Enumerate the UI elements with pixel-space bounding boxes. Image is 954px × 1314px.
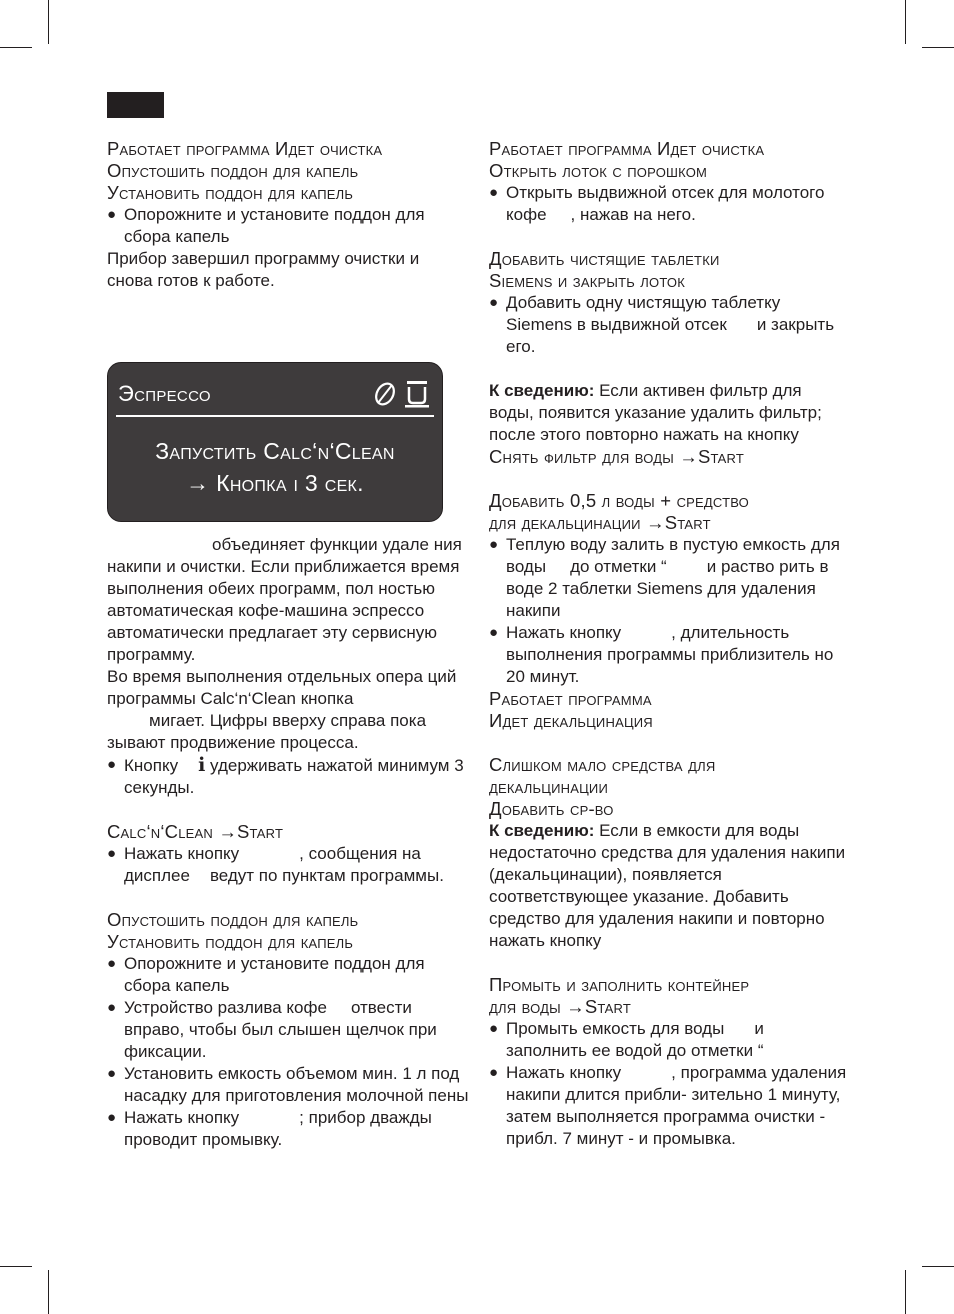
display-icons <box>372 379 430 409</box>
bullet-item: ● Нажать кнопку , длительность выполнения программы приблизитель но 20 минут. <box>489 622 849 688</box>
heading: Добавить 0,5 л воды + средство <box>489 490 749 511</box>
crop-mark <box>0 47 32 48</box>
right-column <box>489 138 849 1150</box>
machine-display <box>107 362 443 522</box>
note-label: К сведению: <box>489 381 595 400</box>
crop-mark <box>905 0 906 44</box>
note-label: К сведению: <box>489 821 595 840</box>
display-title: Эспрессо <box>118 381 211 406</box>
bullet-item: ● Устройство разлива кофе отвести вправо, чтобы был слышен щелчок при фиксации. <box>107 997 469 1063</box>
heading: Установить поддон для капель <box>107 182 354 203</box>
calc-clean-icon <box>372 381 398 407</box>
heading: Открыть лоток с порошком <box>489 160 708 181</box>
bullet-item: ● Теплую воду залить в пустую емкость для воды до отметки “ и раство рить в воде 2 таблетки Siemens для удаления накипи <box>489 534 849 622</box>
heading: для декальцинации →Start <box>489 512 711 533</box>
bullet-item: ● Открыть выдвижной отсек для молотого кофе , нажав на него. <box>489 182 849 226</box>
heading: Calc‘n‘Clean →Start <box>107 821 284 842</box>
left-column <box>107 138 469 1151</box>
crop-mark <box>922 1266 954 1267</box>
bullet-item: ● Установить емкость объемом мин. 1 л под насадку для приготовления молочной пены <box>107 1063 469 1107</box>
paragraph: Прибор завершил программу очистки и снова готов к работе. <box>107 249 420 290</box>
bullet-item: ● Кнопку i удерживать нажатой минимум 3 секунды. <box>107 754 469 799</box>
display-divider <box>116 415 434 417</box>
heading: Промыть и заполнить контейнер <box>489 974 750 995</box>
heading: Идет декальцинация <box>489 710 653 731</box>
paragraph: объединяет функции удале ния накипи и очистки. Если приближается время выполнения обеих программ, пол ностью автоматическая кофе-машина эспрессо автоматически предлагает эту сервисную программу. <box>107 535 462 664</box>
info-symbol: i <box>198 754 206 776</box>
display-message <box>108 435 442 499</box>
bullet-item: ● Нажать кнопку , программа удаления накипи длится прибли- зительно 1 минуту, затем выполняется программа очистки - прибл. 7 минут - и промывка. <box>489 1062 849 1150</box>
heading: Работает программа Идет очистка <box>489 138 765 159</box>
heading: Опустошить поддон для капель <box>107 909 359 930</box>
heading: Работает программа Идет очистка <box>107 138 383 159</box>
cup-icon <box>404 379 430 409</box>
bullet-item: ● Добавить одну чистящую таблетку Siemens в выдвижной отсек и закрыть его. <box>489 292 849 358</box>
heading: Опустошить поддон для капель <box>107 160 359 181</box>
crop-mark <box>905 1270 906 1314</box>
heading: Установить поддон для капель <box>107 931 354 952</box>
heading: декальцинации <box>489 776 608 797</box>
heading: для воды →Start <box>489 996 631 1017</box>
language-tab <box>107 92 164 118</box>
heading: Добавить ср-во <box>489 798 614 819</box>
heading: Добавить чистящие таблетки <box>489 248 720 269</box>
crop-mark <box>48 0 49 44</box>
bullet-item: ● Нажать кнопку ; прибор дважды проводит промывку. <box>107 1107 469 1151</box>
note: К сведению: Если в емкости для воды недостаточно средства для удаления накипи (декальцинации), появляется соответствующее указание. Добавить средство для удаления накипи и повторно нажать кнопку <box>489 821 846 950</box>
display-line: → Кнопка i 3 сек. <box>186 470 364 496</box>
heading: Снять фильтр для воды →Start <box>489 446 745 467</box>
bullet-item: ● Опорожните и установите поддон для сбора капель <box>107 204 469 248</box>
crop-mark <box>922 47 954 48</box>
heading: Слишком мало средства для <box>489 754 716 775</box>
heading: Siemens и закрыть лоток <box>489 270 685 291</box>
display-line: Запустить Calc‘n‘Clean <box>155 438 395 464</box>
bullet-item: ● Промыть емкость для воды и заполнить ее водой до отметки “ <box>489 1018 849 1062</box>
crop-mark <box>48 1270 49 1314</box>
note: К сведению: Если активен фильтр для воды, появится указание удалить фильтр; после этого повторно нажать на кнопку <box>489 381 822 444</box>
crop-mark <box>0 1266 32 1267</box>
heading: Работает программа <box>489 688 652 709</box>
bullet-item: ● Нажать кнопку , сообщения на дисплее ведут по пунктам программы. <box>107 843 469 887</box>
bullet-item: ● Опорожните и установите поддон для сбора капель <box>107 953 469 997</box>
paragraph: Во время выполнения отдельных опера ций программы Calc‘n‘Clean кнопка мигает. Цифры вверху справа пока зывают продвижение процесса. <box>107 667 457 752</box>
